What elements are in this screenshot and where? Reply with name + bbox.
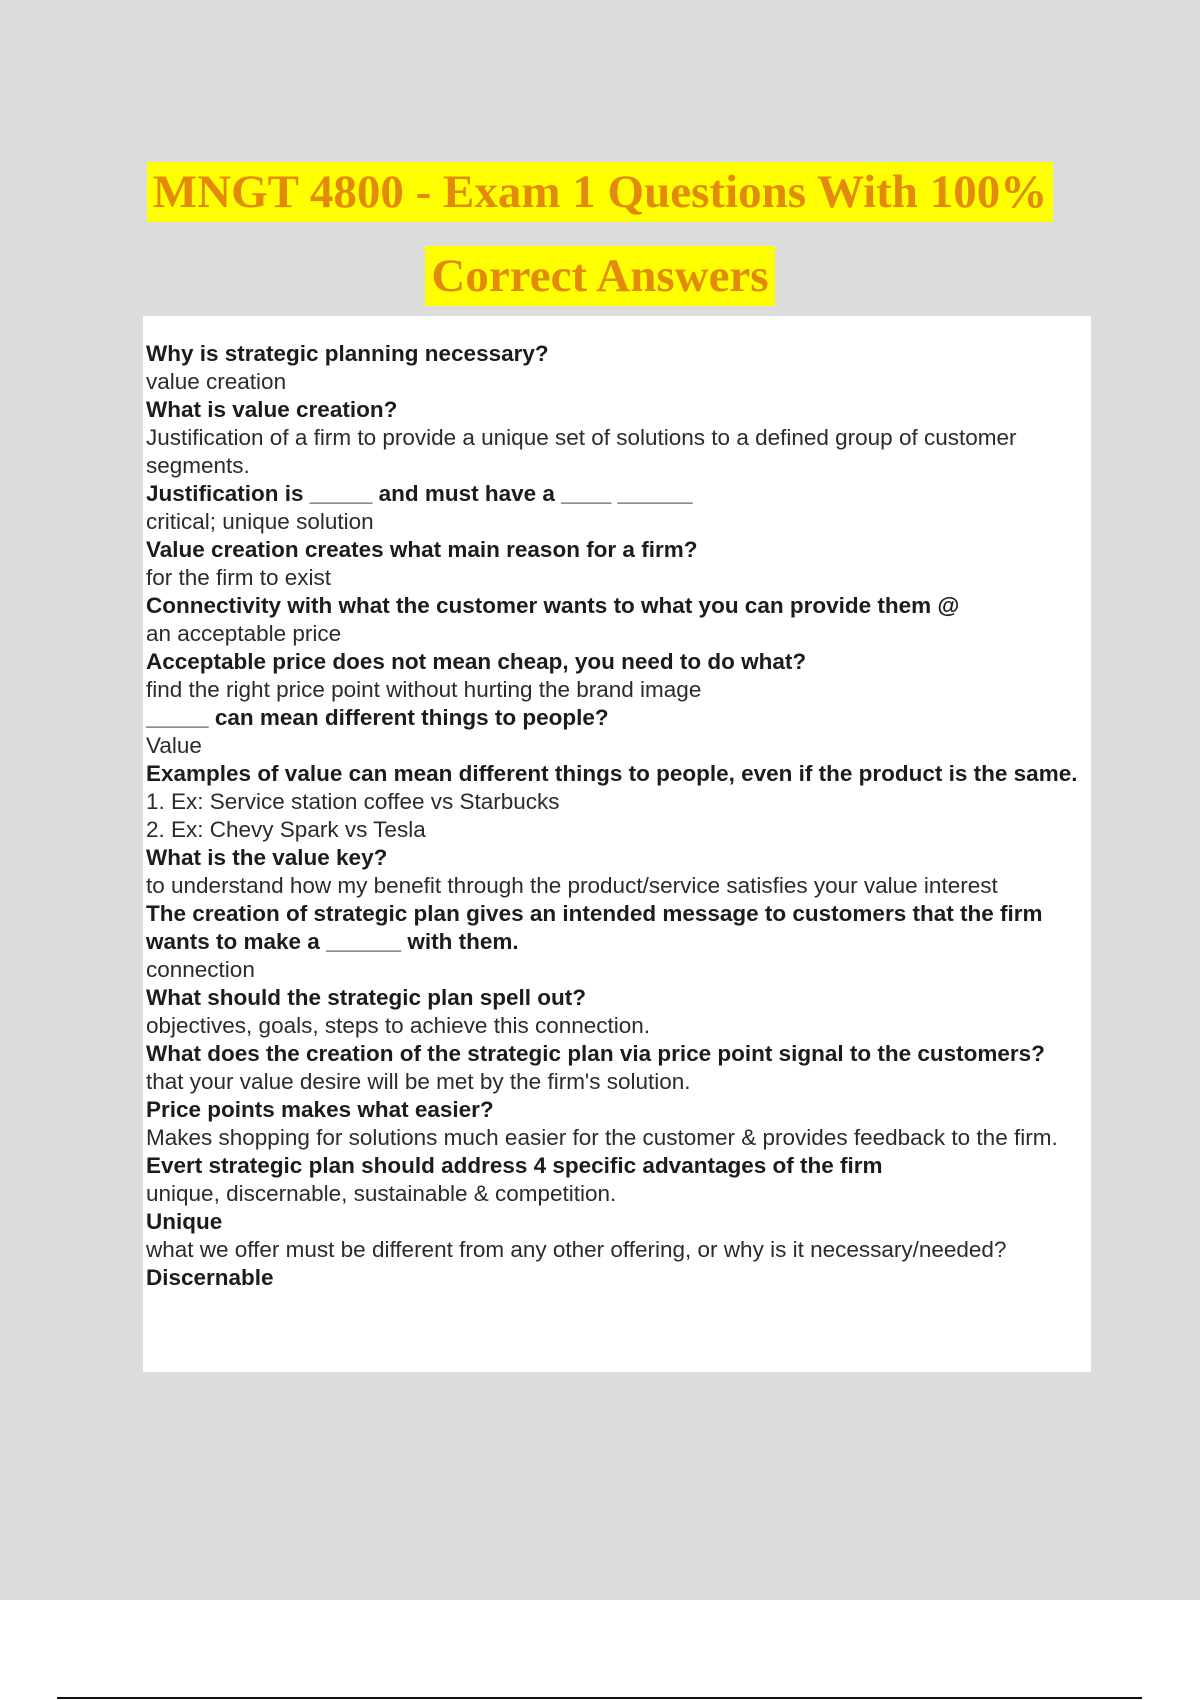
answer-line: an acceptable price — [146, 621, 342, 646]
question-line: Why is strategic planning necessary? — [146, 341, 549, 366]
answer-line: find the right price point without hurting the brand image — [146, 677, 702, 702]
document-title — [0, 162, 1200, 306]
answer-line: Justification of a firm to provide a unique set of solutions to a defined group of customer segments. — [146, 425, 1017, 478]
answer-line: connection — [146, 957, 255, 982]
answer-line: objectives, goals, steps to achieve this connection. — [146, 1013, 651, 1038]
title-line-1: MNGT 4800 - Exam 1 Questions With 100% — [147, 162, 1053, 222]
answer-line: 1. Ex: Service station coffee vs Starbucks — [146, 789, 560, 814]
qa-content — [143, 316, 1091, 1372]
answer-line: for the firm to exist — [146, 565, 332, 590]
question-line: _____ can mean different things to people? — [146, 705, 609, 730]
question-line: Examples of value can mean different things to people, even if the product is the same. — [146, 761, 1078, 786]
question-line: What should the strategic plan spell out? — [146, 985, 587, 1010]
question-line: What is value creation? — [146, 397, 398, 422]
question-line: What does the creation of the strategic plan via price point signal to the customers? — [146, 1041, 1045, 1066]
answer-line: 2. Ex: Chevy Spark vs Tesla — [146, 817, 426, 842]
question-line: Acceptable price does not mean cheap, you need to do what? — [146, 649, 807, 674]
title-line-2: Correct Answers — [425, 246, 774, 306]
question-line: Unique — [146, 1209, 223, 1234]
question-line: What is the value key? — [146, 845, 388, 870]
question-line: Value creation creates what main reason for a firm? — [146, 537, 698, 562]
answer-line: Value — [146, 733, 202, 758]
answer-line: to understand how my benefit through the product/service satisfies your value interest — [146, 873, 998, 898]
question-line: Evert strategic plan should address 4 specific advantages of the firm — [146, 1153, 883, 1178]
answer-line: unique, discernable, sustainable & competition. — [146, 1181, 617, 1206]
answer-line: critical; unique solution — [146, 509, 374, 534]
answer-line: value creation — [146, 369, 287, 394]
answer-line: Makes shopping for solutions much easier for the customer & provides feedback to the firm. — [146, 1125, 1058, 1150]
page-divider — [57, 1697, 1142, 1699]
answer-line: that your value desire will be met by the firm's solution. — [146, 1069, 691, 1094]
question-line: Connectivity with what the customer wants to what you can provide them @ — [146, 593, 960, 618]
question-line: Price points makes what easier? — [146, 1097, 494, 1122]
answer-line: what we offer must be different from any other offering, or why is it necessary/needed? — [146, 1237, 1007, 1262]
question-line: Justification is _____ and must have a ____ ______ — [146, 481, 693, 506]
question-line: The creation of strategic plan gives an intended message to customers that the firm wants to make a ______ with them. — [146, 901, 1043, 954]
question-line: Discernable — [146, 1265, 274, 1290]
